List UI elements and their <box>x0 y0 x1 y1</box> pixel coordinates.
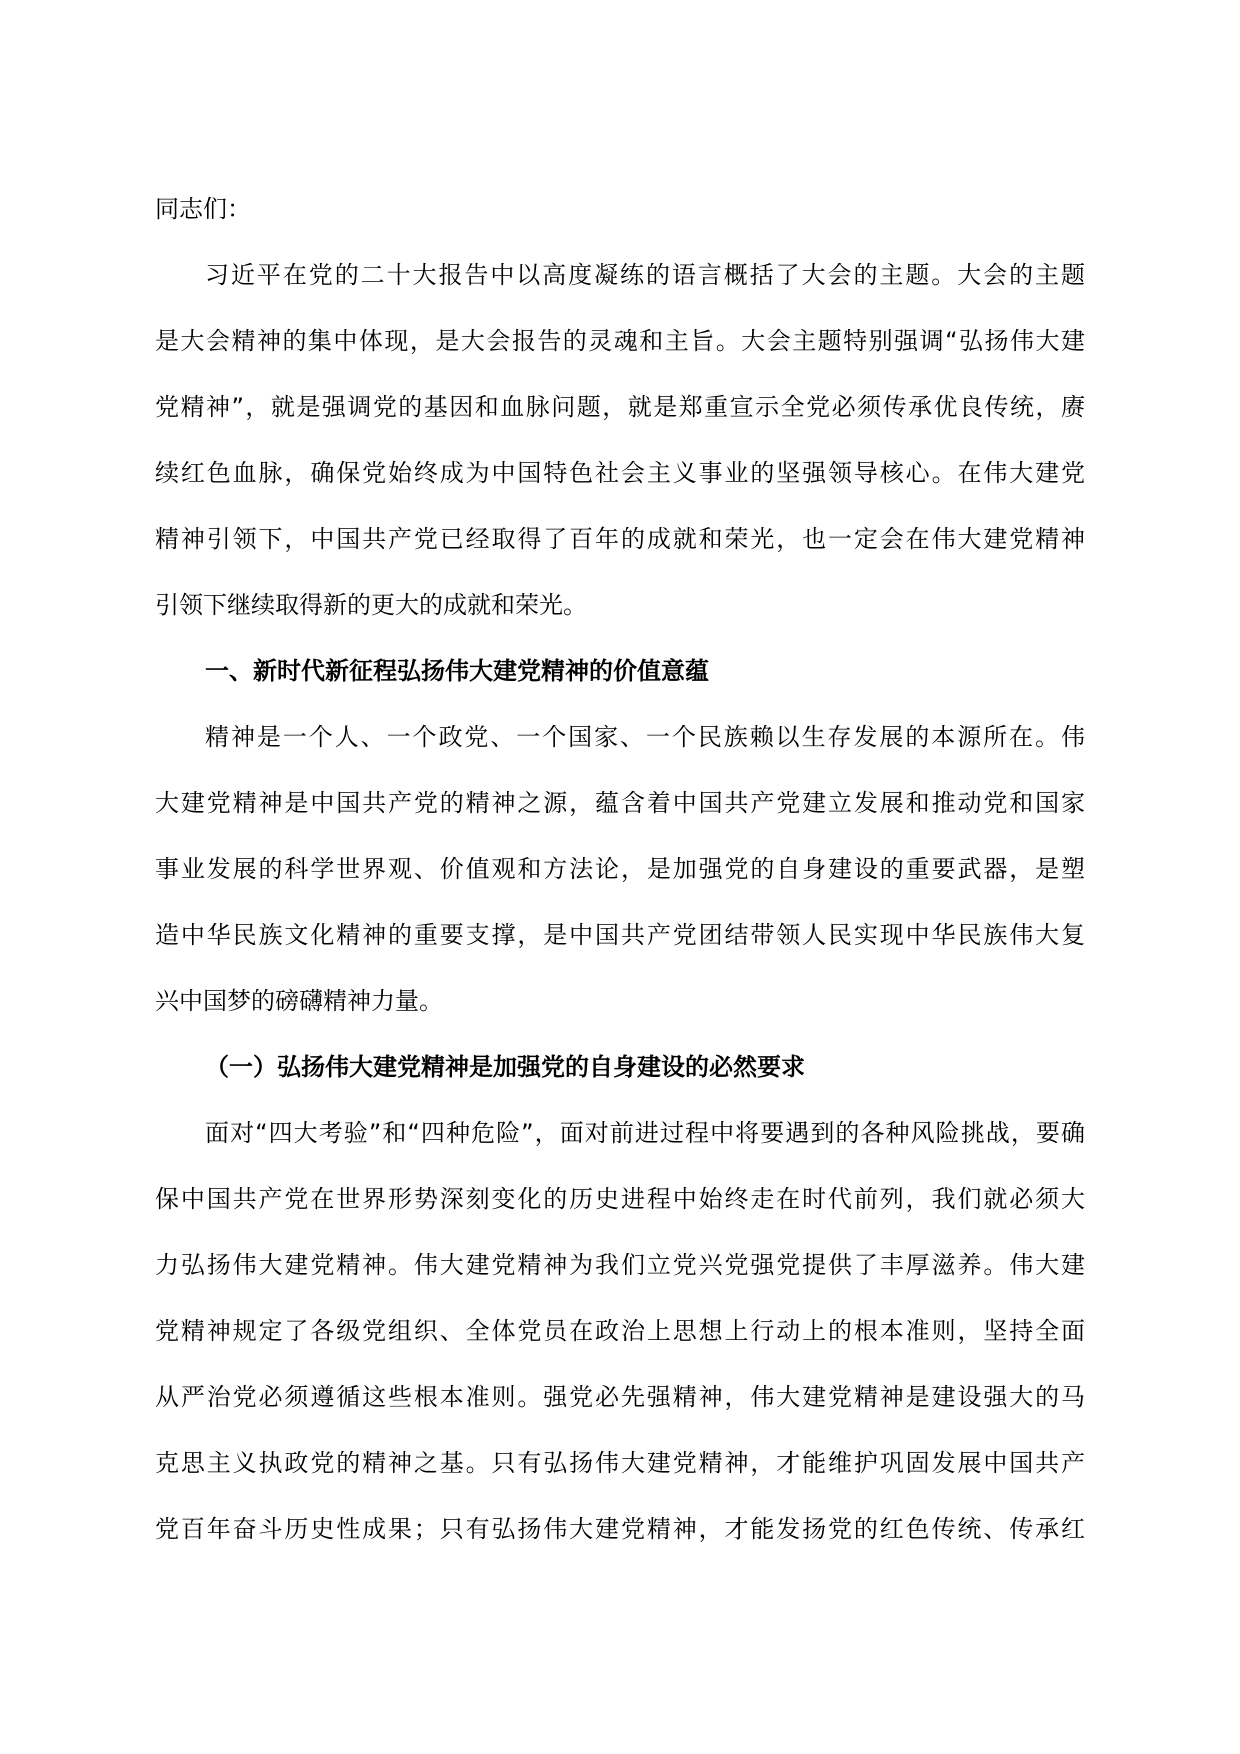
paragraph-line: 是大会精神的集中体现，是大会报告的灵魂和主旨。大会主题特别强调“弘扬伟大建 <box>155 327 1085 355</box>
paragraph-line: 精神引领下，中国共产党已经取得了百年的成就和荣光，也一定会在伟大建党精神 <box>155 525 1085 553</box>
paragraph-line: 力弘扬伟大建党精神。伟大建党精神为我们立党兴党强党提供了丰厚滋养。伟大建 <box>155 1251 1085 1279</box>
paragraph-line: 精神是一个人、一个政党、一个国家、一个民族赖以生存发展的本源所在。伟 <box>205 723 1085 751</box>
paragraph-requirement <box>155 1116 1085 1578</box>
paragraph-line: 从严治党必须遵循这些根本准则。强党必先强精神，伟大建党精神是建设强大的马 <box>155 1383 1085 1411</box>
paragraph-line: 党百年奋斗历史性成果；只有弘扬伟大建党精神，才能发扬党的红色传统、传承红 <box>155 1515 1085 1543</box>
paragraph-line: 党精神”，就是强调党的基因和血脉问题，就是郑重宣示全党必须传承优良传统，赓 <box>155 393 1085 421</box>
paragraph-intro <box>155 258 1085 654</box>
paragraph-line: 面对“四大考验”和“四种危险”，面对前进过程中将要遇到的各种风险挑战，要确 <box>205 1119 1085 1147</box>
paragraph-line: 保中国共产党在世界形势深刻变化的历史进程中始终走在时代前列，我们就必须大 <box>155 1185 1085 1213</box>
paragraph-line: 事业发展的科学世界观、价值观和方法论，是加强党的自身建设的重要武器，是塑 <box>155 855 1085 883</box>
paragraph-value <box>155 720 1085 1050</box>
paragraph-line: 造中华民族文化精神的重要支撑，是中国共产党团结带领人民实现中华民族伟大复 <box>155 921 1085 949</box>
paragraph-line: 兴中国梦的磅礴精神力量。 <box>155 987 443 1015</box>
paragraph-line: 引领下继续取得新的更大的成就和荣光。 <box>155 591 587 619</box>
paragraph-line: 续红色血脉，确保党始终成为中国特色社会主义事业的坚强领导核心。在伟大建党 <box>155 459 1085 487</box>
paragraph-line: 习近平在党的二十大报告中以高度凝练的语言概括了大会的主题。大会的主题 <box>205 261 1085 289</box>
paragraph-line: 克思主义执政党的精神之基。只有弘扬伟大建党精神，才能维护巩固发展中国共产 <box>155 1449 1085 1477</box>
section-heading: 一、新时代新征程弘扬伟大建党精神的价值意蕴 <box>205 657 709 685</box>
salutation: 同志们： <box>155 195 251 223</box>
paragraph-line: 党精神规定了各级党组织、全体党员在政治上思想上行动上的根本准则，坚持全面 <box>155 1317 1085 1345</box>
subsection-heading: （一）弘扬伟大建党精神是加强党的自身建设的必然要求 <box>205 1053 805 1081</box>
document-page <box>155 192 1085 1578</box>
paragraph-line: 大建党精神是中国共产党的精神之源，蕴含着中国共产党建立发展和推动党和国家 <box>155 789 1085 817</box>
